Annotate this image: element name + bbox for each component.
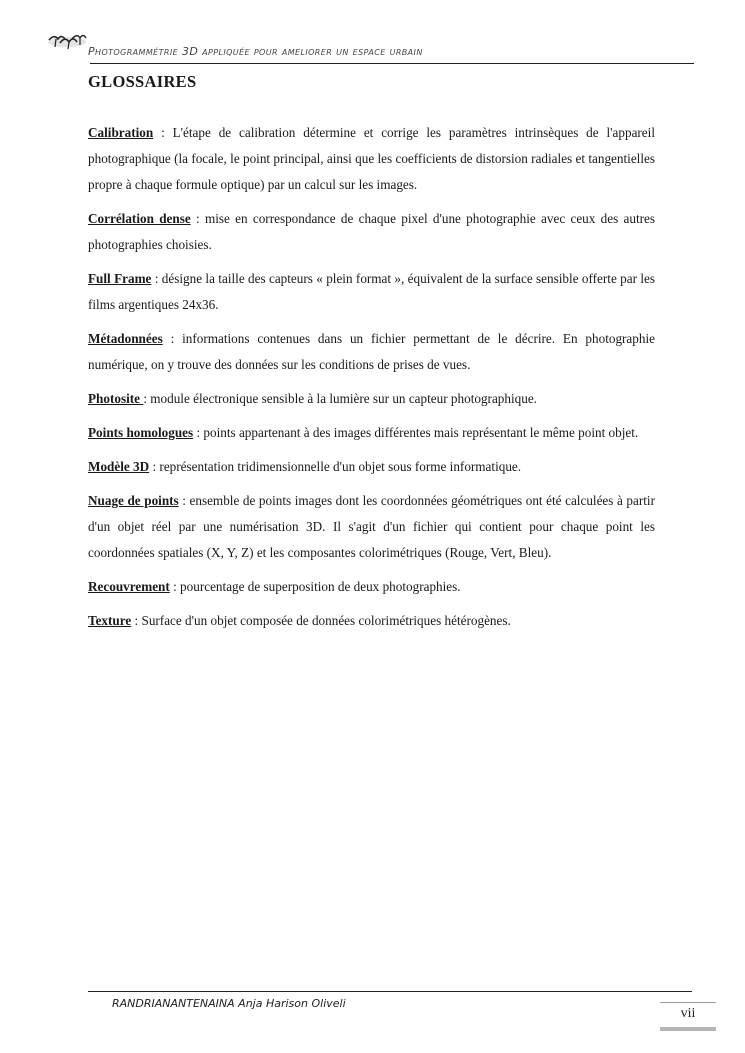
glossary-definition: : L'étape de calibration détermine et corrige les paramètres intrinsèques de l'appareil photographique (la focale, le point principal, ainsi que les coefficients de distorsion radiales et tangentielles propre à chaque formule optique) par un calcul sur les images. <box>88 125 655 192</box>
glossary-definition: : mise en correspondance de chaque pixel d'une photographie avec ceux des autres photographies choisies. <box>88 211 655 252</box>
glossary-definition: : module électronique sensible à la lumière sur un capteur photographique. <box>143 391 537 406</box>
footer-author: RANDRIANANTENAINA Anja Harison Oliveli <box>112 997 346 1010</box>
page-number-bottom-rule <box>660 1027 716 1031</box>
glossary-term: Recouvrement <box>88 579 170 594</box>
glossary-term: Métadonnées <box>88 331 163 346</box>
glossary-entry <box>88 574 655 600</box>
glossary-entry <box>88 386 655 412</box>
glossary-entry <box>88 420 655 446</box>
glossary-term: Corrélation dense <box>88 211 191 226</box>
page-number-top-rule <box>660 1002 716 1003</box>
page-number: vii <box>680 1006 696 1021</box>
glossary-entry <box>88 206 655 258</box>
birds-logo-icon <box>46 30 88 52</box>
glossary-entry <box>88 608 655 634</box>
glossary-definition: : informations contenues dans un fichier permettant de le décrire. En photographie numérique, on y trouve des données sur les conditions de prises de vues. <box>88 331 655 372</box>
glossary-definition: : désigne la taille des capteurs « plein format », équivalent de la surface sensible offerte par les films argentiques 24x36. <box>88 271 655 312</box>
glossary-definition: : pourcentage de superposition de deux photographies. <box>169 579 461 594</box>
glossary-term: Full Frame <box>88 271 152 286</box>
page-title: GLOSSAIRES <box>88 72 197 91</box>
header-title: Photogrammétrie 3D appliquée pour ameliorer un espace urbain <box>88 45 423 58</box>
glossary-term: Texture <box>88 613 132 628</box>
glossary-definition: : ensemble de points images dont les coordonnées géométriques ont été calculées à partir d'un objet réel par une numérisation 3D. Il s'agit d'un fichier qui contient pour chaque point les coordonnées spatiales (X, Y, Z) et les composantes colorimétriques (Rouge, Vert, Bleu). <box>88 493 655 560</box>
glossary-term: Nuage de points <box>88 493 179 508</box>
glossary-entry <box>88 120 655 198</box>
glossary-term: Modèle 3D <box>88 459 150 474</box>
glossary-definition: : points appartenant à des images différentes mais représentant le même point objet. <box>193 425 639 440</box>
glossary-definition: : Surface d'un objet composée de données colorimétriques hétérogènes. <box>131 613 511 628</box>
glossary-entry <box>88 488 655 566</box>
glossary-definition: : représentation tridimensionnelle d'un objet sous forme informatique. <box>149 459 522 474</box>
page-header <box>46 30 694 70</box>
glossary-entry <box>88 326 655 378</box>
glossary-term: Photosite <box>88 391 144 406</box>
glossary-term: Points homologues <box>88 425 194 440</box>
glossary-entry <box>88 454 655 480</box>
glossary-term: Calibration <box>88 125 154 140</box>
footer-divider <box>88 991 692 992</box>
glossary-list <box>88 120 655 642</box>
page-number-box <box>660 1002 716 1034</box>
header-divider <box>90 63 694 64</box>
glossary-entry <box>88 266 655 318</box>
